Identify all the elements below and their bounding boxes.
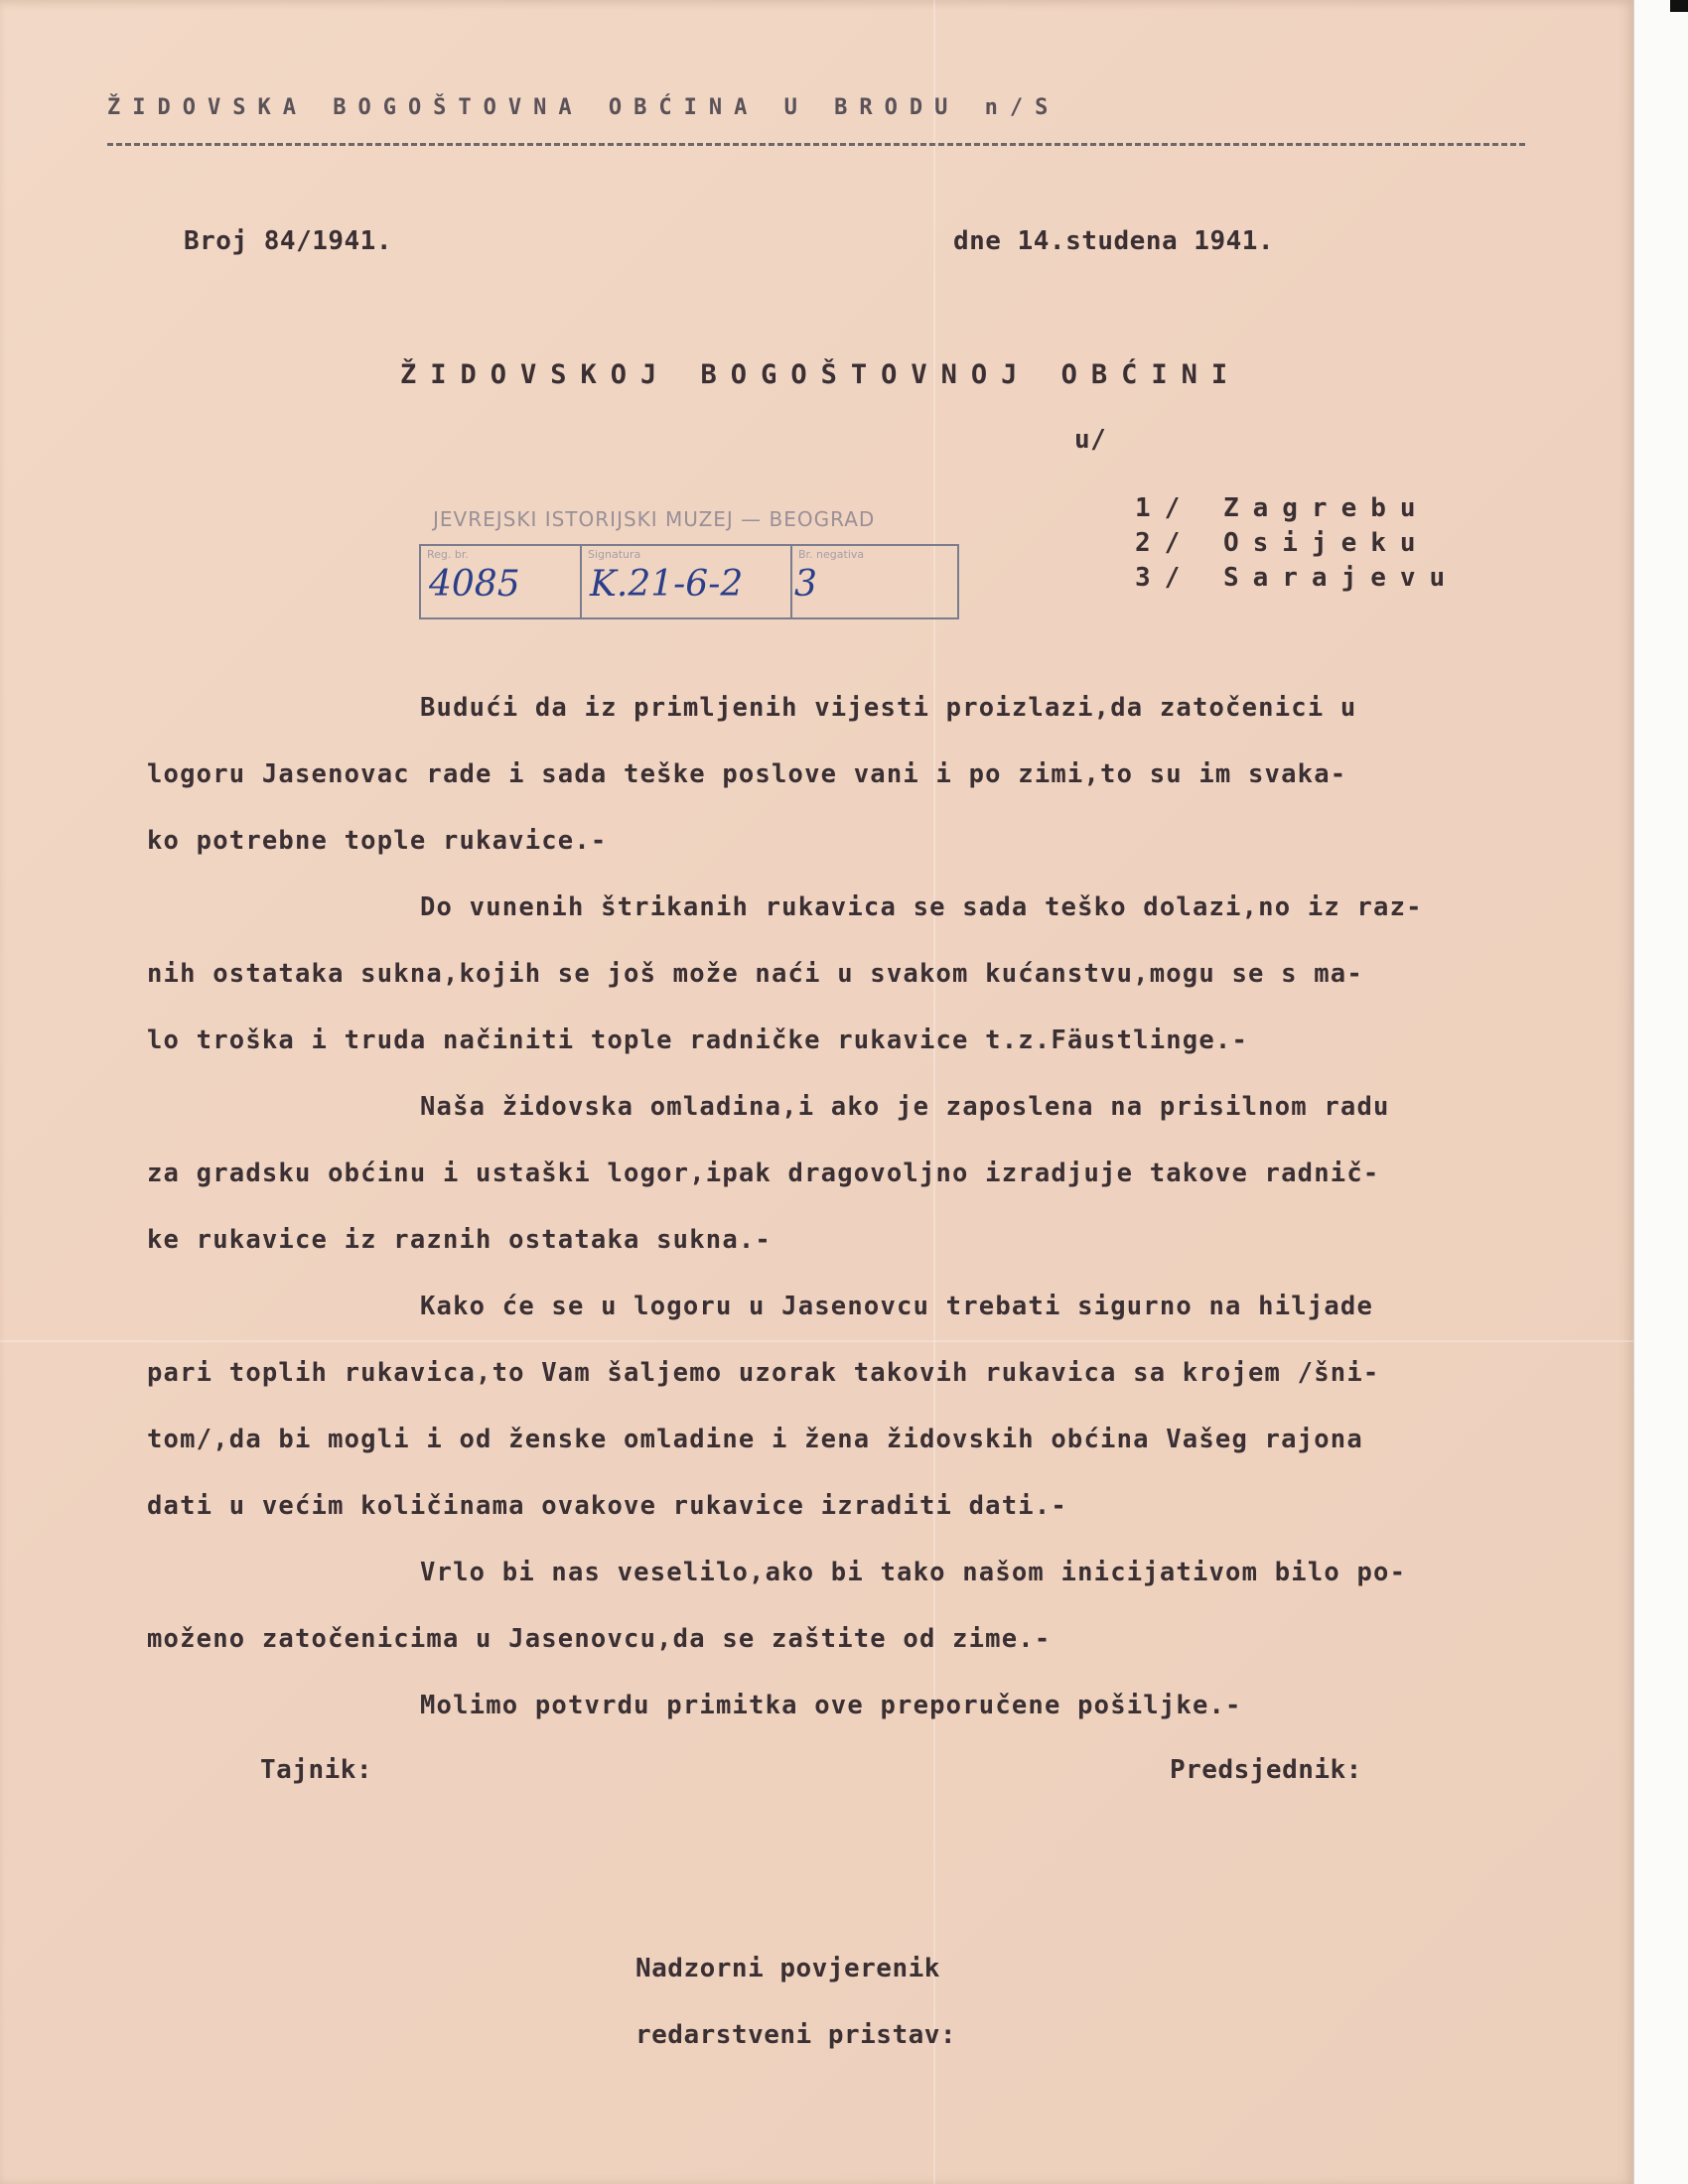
addressee-city: 1/ Zagrebu: [1135, 493, 1430, 523]
body-line: Budući da iz primljenih vijesti proizlazi,da zatočenici u: [420, 693, 1357, 723]
stamp-handwritten-value: K.21-6-2: [590, 564, 744, 605]
body-line: Molimo potvrdu primitka ove preporučene pošiljke.-: [420, 1691, 1242, 1720]
addressee-city: 3/ Sarajevu: [1135, 563, 1460, 593]
signature-president: Predsjednik:: [1170, 1755, 1362, 1785]
stamp-cell-signature: [582, 546, 792, 617]
body-line: za gradsku obćinu i ustaški logor,ipak dragovoljno izradjuje takove radnič-: [147, 1159, 1380, 1188]
signature-supervisor-role: redarstveni pristav:: [635, 2020, 957, 2050]
stamp-label: Br. negativa: [798, 548, 865, 561]
stamp-cell-negative: [792, 546, 957, 617]
addressee-title: ŽIDOVSKOJ BOGOŠTOVNOJ OBĆINI: [400, 359, 1242, 390]
body-line: Naša židovska omladina,i ako je zaposlena na prisilnom radu: [420, 1092, 1390, 1122]
body-line: ko potrebne tople rukavice.-: [147, 826, 608, 856]
letterhead-org-name: ŽIDOVSKA BOGOŠTOVNA OBĆINA U BRODU n/S: [107, 95, 1060, 120]
body-line: logoru Jasenovac rade i sada teške poslove vani i po zimi,to su im svaka-: [147, 759, 1347, 789]
signature-secretary: Tajnik:: [260, 1755, 373, 1785]
signature-supervisor-title: Nadzorni povjerenik: [635, 1954, 940, 1983]
addressee-preposition: u/: [1074, 425, 1107, 455]
stamp-handwritten-value: 3: [794, 564, 817, 605]
body-line: ke rukavice iz raznih ostataka sukna.-: [147, 1225, 772, 1255]
body-line: Kako će se u logoru u Jasenovcu trebati sigurno na hiljade: [420, 1292, 1374, 1321]
paper-crease: [0, 1340, 1633, 1342]
body-line: Do vunenih štrikanih rukavica se sada teško dolazi,no iz raz-: [420, 892, 1423, 922]
body-line: dati u većim količinama ovakove rukavice izraditi dati.-: [147, 1491, 1067, 1521]
museum-archive-stamp: [415, 502, 961, 621]
stamp-label: Reg. br.: [427, 548, 469, 561]
stamp-box: [419, 544, 959, 619]
body-line: pari toplih rukavica,to Vam šaljemo uzorak takovih rukavica sa krojem /šni-: [147, 1358, 1380, 1388]
document-number: Broj 84/1941.: [184, 226, 392, 256]
letterhead-rule: [107, 143, 1525, 146]
body-line: lo troška i truda načiniti tople radničke rukavice t.z.Fäustlinge.-: [147, 1025, 1249, 1055]
addressee-city: 2/ Osijeku: [1135, 528, 1430, 558]
body-line: Vrlo bi nas veselilo,ako bi tako našom inicijativom bilo po-: [420, 1558, 1407, 1587]
body-line: nih ostataka sukna,kojih se još može naći u svakom kućanstvu,mogu se s ma-: [147, 959, 1363, 989]
body-line: moženo zatočenicima u Jasenovcu,da se zaštite od zime.-: [147, 1624, 1052, 1654]
document-date: dne 14.studena 1941.: [953, 226, 1275, 256]
stamp-handwritten-value: 4085: [429, 564, 520, 605]
scan-corner-mark: [1670, 0, 1688, 12]
stamp-cell-reg: [421, 546, 582, 617]
stamp-title: JEVREJSKI ISTORIJSKI MUZEJ — BEOGRAD: [433, 507, 876, 531]
scan-margin: [1633, 0, 1688, 2184]
stamp-label: Signatura: [588, 548, 641, 561]
body-line: tom/,da bi mogli i od ženske omladine i žena židovskih obćina Vašeg rajona: [147, 1425, 1363, 1454]
